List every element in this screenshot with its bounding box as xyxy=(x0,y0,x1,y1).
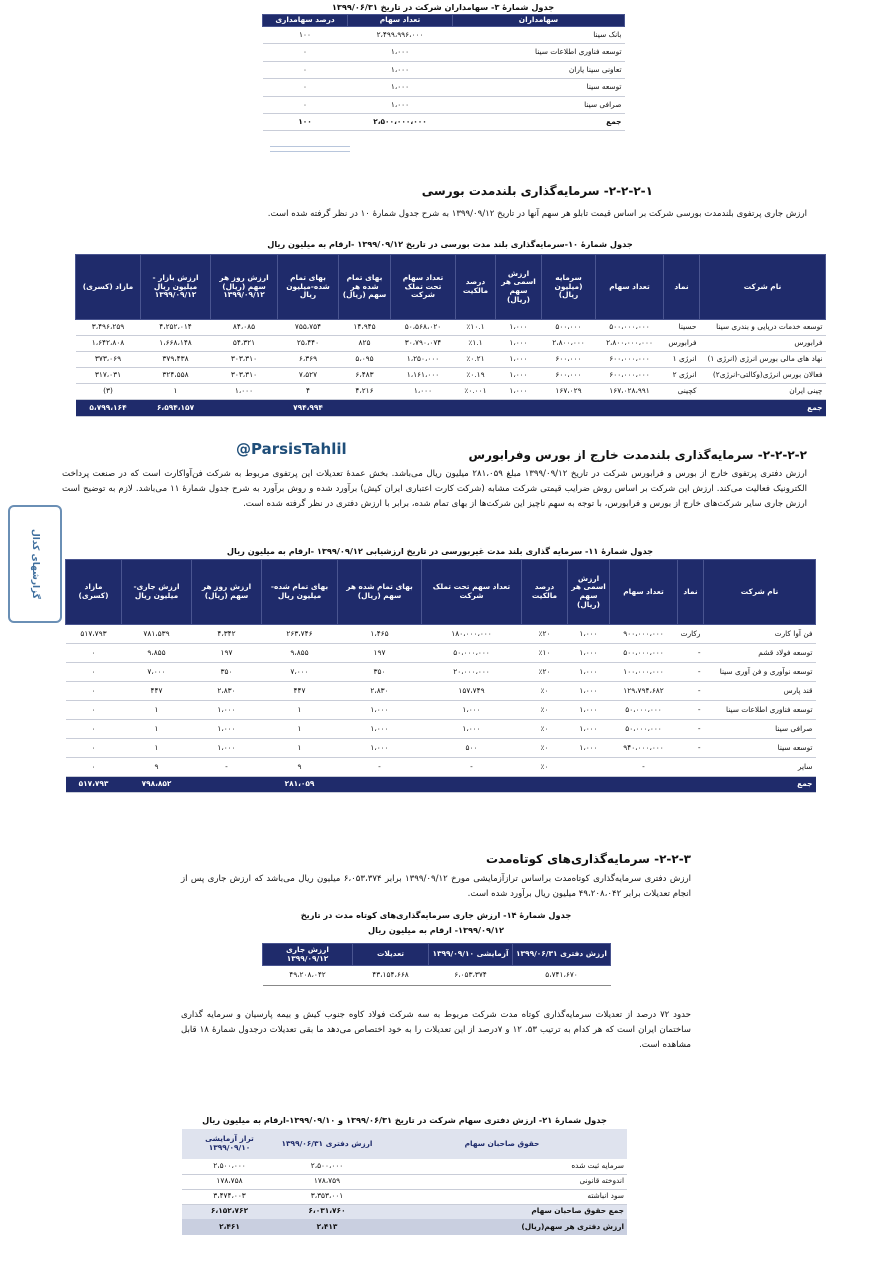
column-header: درصد سهامداری xyxy=(263,15,348,27)
table-cell: نهاد های مالی بورس انرژی (انرژی ۱) xyxy=(700,352,826,368)
table-cell: ۳،۴۷۴،۰۰۳ xyxy=(182,1189,277,1204)
table-cell: ۳۲۴،۵۵۸ xyxy=(141,368,211,384)
table-cell: ۱،۰۰۰ xyxy=(391,384,456,400)
table-cell: ٪۲۰ xyxy=(522,663,568,682)
table-cell: توسعه سینا xyxy=(453,79,625,97)
scan-edge-mark xyxy=(270,146,350,152)
table-cell: ۱،۰۰۰ xyxy=(496,384,542,400)
table-cell: فن آوا کارت xyxy=(704,625,816,644)
table-cell: بانک سینا xyxy=(453,26,625,44)
table-cell: ۰ xyxy=(66,739,122,758)
table-cell: ۱۷۸،۷۵۹ xyxy=(277,1174,377,1189)
column-header: ارزش اسمی هر سهم (ریال) xyxy=(568,560,610,625)
table-cell: - xyxy=(192,758,262,777)
column-header: مازاد (کسری) xyxy=(76,255,141,320)
column-header: ارزش جاری- میلیون ریال xyxy=(122,560,192,625)
table-cell: (۳) xyxy=(76,384,141,400)
table-total-row xyxy=(263,114,625,131)
table-cell: ٪۲۰ xyxy=(522,625,568,644)
table-cell: ۳۰۳،۳۱۰ xyxy=(211,368,278,384)
table-cell: ۲،۸۰۰،۰۰۰،۰۰۰ xyxy=(596,336,664,352)
table-cell: ۱ xyxy=(122,720,192,739)
table-cell: ۶۰۰،۰۰۰ xyxy=(542,352,596,368)
column-header: ارزش بازار - میلیون ریال ۱۳۹۹/۰۹/۱۲ xyxy=(141,255,211,320)
table-cell: - xyxy=(678,644,704,663)
table-10-body xyxy=(76,320,826,400)
table-row xyxy=(263,26,625,44)
table-cell: ۰ xyxy=(66,644,122,663)
table-cell: ۶،۰۵۳،۳۷۴ xyxy=(454,970,487,980)
table-cell: ۱۶۷،۰۲۸،۹۹۱ xyxy=(596,384,664,400)
table-cell: ۱،۰۰۰ xyxy=(568,682,610,701)
table-cell: ۸۲۵ xyxy=(339,336,391,352)
table-cell: ۹،۸۵۵ xyxy=(122,644,192,663)
table-cell: ۱۹۷ xyxy=(338,644,422,663)
column-header: نام شرکت xyxy=(704,560,816,625)
table-cell: ۱۵۷،۷۴۹ xyxy=(422,682,522,701)
table-11-caption: جدول شمارهٔ ۱۱- سرمایه گذاری بلند مدت غیربورسی در تاریخ ارزشیابی ۱۳۹۹/۰۹/۱۲ -ارقام به میلیون ریال xyxy=(226,546,654,556)
column-header: تراز آزمایشی ۱۳۹۹/۰۹/۱۰ xyxy=(182,1129,277,1159)
table-cell: ۱۰۰ xyxy=(263,26,348,44)
table-cell: ۱ xyxy=(262,701,338,720)
table-cell: ۱،۰۰۰ xyxy=(348,61,453,79)
table-cell: ۵۰،۰۰۰،۰۰۰ xyxy=(610,720,678,739)
section-heading-2-2-2-1: ۲-۲-۲-۱- سرمایه‌گذاری بلندمدت بورسی xyxy=(421,184,653,198)
table-cell: ٪۱.۱ xyxy=(456,336,496,352)
table-cell: ۳۷۹،۴۳۸ xyxy=(141,352,211,368)
table-cell: ۱۰۰ xyxy=(263,114,348,131)
table-cell: ۱،۰۰۰ xyxy=(568,625,610,644)
table-cell: ۰ xyxy=(263,79,348,97)
table-cell: ۱،۰۰۰ xyxy=(568,663,610,682)
table-cell: - xyxy=(678,682,704,701)
table-cell: ۱،۶۴۲،۸۰۸ xyxy=(76,336,141,352)
table-cell: ۳،۳۵۳،۰۰۱ xyxy=(277,1189,377,1204)
column-header: بهای تمام شده هر سهم (ریال) xyxy=(339,255,391,320)
table-cell: ۴۳،۱۵۴،۶۶۸ xyxy=(372,970,409,980)
table-cell: جمع xyxy=(700,400,826,417)
table-cell: انرژی ۲ xyxy=(664,368,700,384)
table-cell: ۱،۰۰۰ xyxy=(348,44,453,62)
table-cell: ۰ xyxy=(66,682,122,701)
table-row xyxy=(66,644,816,663)
table-cell: ۱ xyxy=(122,701,192,720)
table-cell: ۷،۰۰۰ xyxy=(262,663,338,682)
table-cell: ۵۰۰ xyxy=(422,739,522,758)
table-cell: ۲،۵۰۰،۰۰۰ xyxy=(182,1159,277,1174)
table-cell: ۶۰۰،۰۰۰،۰۰۰ xyxy=(596,352,664,368)
table-sum-row xyxy=(182,1204,627,1219)
table-cell: - xyxy=(422,758,522,777)
table-cell: - xyxy=(338,758,422,777)
table-cell: ۱،۰۰۰ xyxy=(568,720,610,739)
table-cell: ۱۶۷،۰۲۹ xyxy=(542,384,596,400)
column-header: سرمایه (میلیون ریال) xyxy=(542,255,596,320)
table-cell: توسعه فولاد قشم xyxy=(704,644,816,663)
table-cell: ۱،۰۰۰ xyxy=(338,739,422,758)
table-cell: ۰ xyxy=(66,701,122,720)
table-cell: ۱،۰۰۰ xyxy=(211,384,278,400)
table-cell: کچینی xyxy=(664,384,700,400)
table-cell: ۱،۰۰۰ xyxy=(422,701,522,720)
table-pershare-row xyxy=(182,1219,627,1235)
column-header: ارزش اسمی هر سهم (ریال) xyxy=(496,255,542,320)
table-cell: توسعه فناوری اطلاعات سینا xyxy=(453,44,625,62)
table-cell: تعاونی سینا یاران xyxy=(453,61,625,79)
table-cell: ۱،۰۰۰ xyxy=(192,720,262,739)
table-cell: ۹۰۰،۰۰۰،۰۰۰ xyxy=(610,625,678,644)
table-cell: ٪۰ xyxy=(522,701,568,720)
table-cell: ۱۲۹،۷۹۴،۶۸۲ xyxy=(610,682,678,701)
table-row xyxy=(263,44,625,62)
section-paragraph: ارزش دفتری سرمایه‌گذاری کوتاه‌مدت براساس ترازآزمایشی مورخ ۱۳۹۹/۰۹/۱۲ برابر ۶،۰۵۳،۳۷۴ میلیون ریال می‌باشد که ارزش جاری پس از انجام تعدیلات برابر ۴۹،۲۰۸،۰۴۲ میلیون ریال برآورد شده است. xyxy=(181,874,692,900)
table-cell: ۷۸۱،۵۳۹ xyxy=(122,625,192,644)
table-cell: ارزش دفتری هر سهم(ریال) xyxy=(521,1221,624,1231)
table-cell: ۱،۰۰۰ xyxy=(568,644,610,663)
table-cell: ۶،۰۳۱،۷۶۰ xyxy=(308,1206,346,1216)
table-cell: ۵،۷۴۱،۶۷۰ xyxy=(545,970,578,980)
table-cell: ۱،۰۰۰ xyxy=(568,701,610,720)
table-row xyxy=(66,739,816,758)
table-cell: ۲،۴۱۳ xyxy=(316,1221,338,1231)
column-header: ارزش روز هر سهم (ریال) xyxy=(192,560,262,625)
table-cell: ۹ xyxy=(262,758,338,777)
table-cell: ٪۰ xyxy=(522,758,568,777)
table-cell: ۵۰،۰۰۰،۰۰۰ xyxy=(610,701,678,720)
table-cell: - xyxy=(678,720,704,739)
table-row xyxy=(76,320,826,336)
table-cell: انرژی ۱ xyxy=(664,352,700,368)
table-cell: ۳۰،۷۹۰،۰۷۴ xyxy=(391,336,456,352)
table-cell: ٪۰ xyxy=(522,720,568,739)
table-cell: ٪۰ xyxy=(522,739,568,758)
table-total-row xyxy=(66,777,816,793)
table-cell: ۱،۰۰۰ xyxy=(348,96,453,114)
table-cell: توسعه خدمات دریایی و بندری سینا xyxy=(700,320,826,336)
table-row xyxy=(263,96,625,114)
table-cell: صرافی سینا xyxy=(453,96,625,114)
table-cell: فرابورس xyxy=(700,336,826,352)
table-cell: ۲،۵۰۰،۰۰۰،۰۰۰ xyxy=(348,114,453,131)
column-header: نماد xyxy=(678,560,704,625)
table-cell: ۷۵۵،۷۵۴ xyxy=(278,320,339,336)
table-cell: ۴،۲۱۶ xyxy=(339,384,391,400)
table-cell: ۶،۴۸۳ xyxy=(339,368,391,384)
table-cell: ٪۰.۲۱ xyxy=(456,352,496,368)
table-row xyxy=(76,368,826,384)
table-cell: ۵۰۰،۰۰۰ xyxy=(542,320,596,336)
table-cell: ۱ xyxy=(262,739,338,758)
table-cell: ۰ xyxy=(263,61,348,79)
table-cell: حسینا xyxy=(664,320,700,336)
table-cell: ۲،۸۳۰ xyxy=(192,682,262,701)
table-cell: رکارت xyxy=(678,625,704,644)
table-header-row xyxy=(182,1129,627,1159)
table-cell: - xyxy=(610,758,678,777)
section-paragraph: حدود ۷۲ درصد از تعدیلات سرمایه‌گذاری کوتاه مدت شرکت مربوط به سه شرکت فولاد کاوه جنوب کیش و بیمه پارسیان و سرمایه گذاری ساختمان ایران است که هر کدام به ترتیب ۵۳، ۱۲ و ۷درصد از این تعدیلات را به خود اختصاص می‌دهد ما بقی تعدیلات درجدول شمارهٔ ۱۸ قابل مشاهده است. xyxy=(181,1010,692,1051)
table-cell: ۵۰۰،۰۰۰،۰۰۰ xyxy=(596,320,664,336)
table-row xyxy=(66,701,816,720)
column-header: بهای تمام شده-میلیون ریال xyxy=(278,255,339,320)
table-cell: ۳۰۳،۳۱۰ xyxy=(211,352,278,368)
table-cell: ۱،۰۰۰ xyxy=(192,701,262,720)
column-header: تعداد سهام xyxy=(348,15,453,27)
table-cell: ۲،۴۹۹،۹۹۶،۰۰۰ xyxy=(348,26,453,44)
table-cell: ۱،۰۰۰ xyxy=(496,336,542,352)
table-cell: ۵۰،۰۰۰،۰۰۰ xyxy=(422,644,522,663)
column-header: درصد مالکیت xyxy=(522,560,568,625)
table-cell: - xyxy=(678,739,704,758)
table-row xyxy=(263,61,625,79)
column-header: تعدیلات xyxy=(353,944,429,966)
column-header: تعداد سهام تحت تملک شرکت xyxy=(391,255,456,320)
listed-investments-table xyxy=(75,254,826,417)
table-cell: قند پارس xyxy=(704,682,816,701)
table-cell: ۶،۱۵۲،۷۶۲ xyxy=(210,1206,249,1216)
table-cell: ۱،۰۰۰ xyxy=(422,720,522,739)
table-cell: ۱،۰۰۰ xyxy=(496,368,542,384)
table-cell: ۹،۸۵۵ xyxy=(262,644,338,663)
table-row xyxy=(66,720,816,739)
table-cell: ۴،۳۴۲ xyxy=(192,625,262,644)
table-cell: ۱،۰۰۰ xyxy=(348,79,453,97)
table-cell: ٪۰.۱۹ xyxy=(456,368,496,384)
table-header-row xyxy=(263,15,625,27)
section-heading-2-2-3: ۲-۲-۳- سرمایه‌گذاری‌های کوتاه‌مدت xyxy=(485,852,691,866)
table-cell: ۴۹،۲۰۸،۰۴۲ xyxy=(289,970,326,980)
table-cell: ۳۵۰ xyxy=(338,663,422,682)
table-cell: ۰ xyxy=(66,720,122,739)
table-cell: ۴۴۷ xyxy=(122,682,192,701)
column-header: تعداد سهام xyxy=(596,255,664,320)
table-cell: ۴،۲۵۲،۰۱۴ xyxy=(141,320,211,336)
table-cell: سرمایه ثبت شده xyxy=(377,1159,627,1174)
table-row xyxy=(263,966,611,986)
table-cell: ۱۹۷ xyxy=(192,644,262,663)
table-cell: سایر xyxy=(704,758,816,777)
table-cell xyxy=(568,758,610,777)
table-cell: ۱،۰۰۰ xyxy=(496,320,542,336)
table-cell: ۵۰۰،۰۰۰،۰۰۰ xyxy=(610,644,678,663)
column-header: سهامداران xyxy=(453,15,625,27)
table-cell: ۷۹۴،۹۹۴ xyxy=(278,400,339,417)
table-cell: ۸۴،۰۸۵ xyxy=(211,320,278,336)
table-cell: فرابورس xyxy=(664,336,700,352)
column-header: ارزش دفتری ۱۳۹۹/۰۶/۳۱ xyxy=(513,944,611,966)
table-cell: ۱۴،۹۴۵ xyxy=(339,320,391,336)
table-cell: چینی ایران xyxy=(700,384,826,400)
table-cell: ۵۴،۳۲۱ xyxy=(211,336,278,352)
table-cell: ۱ xyxy=(141,384,211,400)
column-header: حقوق صاحبان سهام xyxy=(377,1129,627,1159)
table-cell: ۱۷۸،۷۵۸ xyxy=(182,1174,277,1189)
column-header: ارزش دفتری ۱۳۹۹/۰۶/۳۱ xyxy=(277,1129,377,1159)
table-cell: ۹۴۰،۰۰۰،۰۰۰ xyxy=(610,739,678,758)
table-cell: ۷۹۸،۸۵۲ xyxy=(122,777,192,793)
table-cell: ۱۸۰،۰۰۰،۰۰۰ xyxy=(422,625,522,644)
table-cell: ۵۱۷،۷۹۳ xyxy=(66,777,122,793)
table-cell: ۱،۴۶۵ xyxy=(338,625,422,644)
short-term-investments-table xyxy=(262,943,611,986)
table-cell: ۹ xyxy=(122,758,192,777)
column-header: تعداد سهام xyxy=(610,560,678,625)
table-row xyxy=(66,682,816,701)
table-cell: ۲۶۳،۷۴۶ xyxy=(262,625,338,644)
table-cell: ۲،۴۶۱ xyxy=(219,1221,240,1231)
table-row xyxy=(76,384,826,400)
table-cell: جمع xyxy=(453,114,625,131)
table-cell: توسعه نوآوری و فن آوری سینا xyxy=(704,663,816,682)
table-cell: ٪۱۰ xyxy=(522,644,568,663)
table-total-row xyxy=(76,400,826,417)
table-cell: ۲،۵۰۰،۰۰۰ xyxy=(277,1159,377,1174)
column-header: درصد مالکیت xyxy=(456,255,496,320)
unlisted-investments-table xyxy=(65,559,816,793)
table-cell: سود انباشته xyxy=(377,1189,627,1204)
table-cell: ۱ xyxy=(262,720,338,739)
table-header-row xyxy=(263,944,611,966)
table-cell: ۵،۰۹۵ xyxy=(339,352,391,368)
table-row xyxy=(182,1174,627,1189)
table-row xyxy=(182,1189,627,1204)
table-cell: ۶،۵۹۴،۱۵۷ xyxy=(141,400,211,417)
table-cell: ۰ xyxy=(263,44,348,62)
table-cell: ۵،۷۹۹،۱۶۴ xyxy=(76,400,141,417)
column-header: آزمایشی ۱۳۹۹/۰۹/۱۰ xyxy=(429,944,513,966)
table-cell: توسعه فناوری اطلاعات سینا xyxy=(704,701,816,720)
table-row xyxy=(66,758,816,777)
column-header: تعداد سهم تحت تملک شرکت xyxy=(422,560,522,625)
table-cell: ۱،۰۰۰ xyxy=(338,720,422,739)
table-cell: اندوخته قانونی xyxy=(377,1174,627,1189)
table-cell: ۳۷۳،۰۶۹ xyxy=(76,352,141,368)
table-row xyxy=(263,79,625,97)
column-header: مازاد (کسری) xyxy=(66,560,122,625)
table-cell: فعالان بورس انرژی(وکالتی-انرژی۲) xyxy=(700,368,826,384)
section-heading-2-2-2-2: ۲-۲-۲-۲- سرمایه‌گذاری بلندمدت خارج از بورس وفرابورس xyxy=(468,448,807,462)
table-cell: ٪۱۰.۱ xyxy=(456,320,496,336)
table-14-caption: جدول شمارهٔ ۱۴- ارزش جاری سرمایه‌گذاری‌های کوتاه مدت در تاریخ xyxy=(300,910,572,920)
table-cell: جمع xyxy=(704,777,816,793)
table-row xyxy=(76,352,826,368)
table-10-caption: جدول شمارهٔ ۱۰-سرمایه‌گذاری بلند مدت بورسی در تاریخ ۱۳۹۹/۰۹/۱۲ -ارقام به میلیون ریال xyxy=(267,239,633,249)
table-14-caption-line2: ۱۳۹۹/۰۹/۱۲- ارقام به میلیون ریال xyxy=(368,925,504,935)
table-11-body xyxy=(66,625,816,777)
equity-book-value-table xyxy=(182,1129,627,1235)
table-cell: ٪۰.۰۰۱ xyxy=(456,384,496,400)
table-cell: ۱ xyxy=(122,739,192,758)
table-cell: صرافی سینا xyxy=(704,720,816,739)
table-cell: - xyxy=(678,663,704,682)
table-header-row xyxy=(66,560,816,625)
table-cell: ۴۴۷ xyxy=(262,682,338,701)
table-cell: ۵۰،۵۶۸،۰۲۰ xyxy=(391,320,456,336)
table-row xyxy=(76,336,826,352)
table-cell: ۶۰۰،۰۰۰ xyxy=(542,368,596,384)
table-cell: ۳۱۷،۰۳۱ xyxy=(76,368,141,384)
table-header-row xyxy=(76,255,826,320)
shareholders-table xyxy=(262,14,625,131)
table-cell: ۲۵،۴۴۰ xyxy=(278,336,339,352)
column-header: ارزش جاری ۱۳۹۹/۰۹/۱۲ xyxy=(263,944,353,966)
table-cell: ۱۰۰،۰۰۰،۰۰۰ xyxy=(610,663,678,682)
table-cell: جمع حقوق صاحبان سهام xyxy=(531,1206,624,1216)
table-cell: ۷،۵۲۷ xyxy=(278,368,339,384)
column-header: بهای تمام شده هر سهم (ریال) xyxy=(338,560,422,625)
table-cell: ۴ xyxy=(278,384,339,400)
table-cell: ۱،۰۰۰ xyxy=(568,739,610,758)
table-21-caption: جدول شمارهٔ ۲۱- ارزش دفتری سهام شرکت در تاریخ ۱۳۹۹/۰۶/۳۱ و ۱۳۹۹/۰۹/۱۰-ارقام به میلیون ریال xyxy=(202,1115,607,1125)
table-cell: ۱،۰۰۰ xyxy=(496,352,542,368)
table-cell: ۱،۲۵۰،۰۰۰ xyxy=(391,352,456,368)
kodal-reports-stamp: گزارشهای کدال xyxy=(8,505,62,623)
table-cell: ۰ xyxy=(263,96,348,114)
table-row xyxy=(182,1159,627,1174)
table-cell: ۲،۸۰۰،۰۰۰ xyxy=(542,336,596,352)
table-cell xyxy=(678,758,704,777)
table-cell: ۶،۳۶۹ xyxy=(278,352,339,368)
table-cell: ۱،۶۶۸،۱۴۸ xyxy=(141,336,211,352)
section-paragraph: ارزش جاری پرتفوی بلندمدت بورسی شرکت بر اساس قیمت تابلو هر سهم آنها در تاریخ ۱۳۹۹/۰۹/۱۲ به شرح جدول شمارهٔ ۱۰ در نظر گرفته شده است. xyxy=(267,209,807,219)
table-cell: ۳۵۰ xyxy=(192,663,262,682)
channel-watermark: @ParsisTahlil xyxy=(236,440,347,458)
column-header: نام شرکت xyxy=(700,255,826,320)
table-cell: توسعه سینا xyxy=(704,739,816,758)
column-header: نماد xyxy=(664,255,700,320)
table-cell: ۵۱۷،۷۹۳ xyxy=(66,625,122,644)
table-cell: ۱،۰۰۰ xyxy=(338,701,422,720)
table-cell: ۲،۸۳۰ xyxy=(338,682,422,701)
table-cell: ۱،۰۰۰ xyxy=(192,739,262,758)
table-cell: ۲۰،۰۰۰،۰۰۰ xyxy=(422,663,522,682)
column-header: ارزش روز هر سهم (ریال) ۱۳۹۹/۰۹/۱۲ xyxy=(211,255,278,320)
table-cell: - xyxy=(678,701,704,720)
table-3-caption: جدول شمارهٔ ۳- سهامداران شرکت در تاریخ ۱۳۹۹/۰۶/۳۱ xyxy=(331,2,555,12)
table-cell: ۱،۱۶۱،۰۰۰ xyxy=(391,368,456,384)
table-cell: ۲۸۱،۰۵۹ xyxy=(262,777,338,793)
table-cell: ۷،۰۰۰ xyxy=(122,663,192,682)
table-21-body xyxy=(182,1159,627,1204)
table-cell: ٪۰ xyxy=(522,682,568,701)
table-row xyxy=(66,663,816,682)
table-cell: ۳،۴۹۶،۲۵۹ xyxy=(76,320,141,336)
section-paragraph: ارزش دفتری پرتفوی خارج از بورس و فرابورس شرکت در تاریخ ۱۳۹۹/۰۹/۱۲ مبلغ ۲۸۱،۰۵۹ میلیون ریال می‌باشد. بخش عمدهٔ تعدیلات این پرتفوی مربوط به شرکت فن‌آواکارت است که در صنعت پرداخت الکترونیک فعالیت می‌کند. ارزش این شرکت بر اساس روش ضرایب قیمتی شرکت مشابه (شرکت کارت اعتباری ایران کیش) برآورد شده و روش برآورد به شرح جدول شمارهٔ ۱۱ می‌باشد. لازم به توضیح است ارزش جاری سایر شرکت‌های خارج از بورس و فرابورس، با توجه به سهم ناچیز این شرکت‌ها از بهای تمام شده، برابر با ارزش دفتری در نظر گرفته شده است. xyxy=(62,469,807,510)
column-header: بهای تمام شده- میلیون ریال xyxy=(262,560,338,625)
table-cell: ۰ xyxy=(66,663,122,682)
table-cell: ۶۰۰،۰۰۰،۰۰۰ xyxy=(596,368,664,384)
table-cell: ۰ xyxy=(66,758,122,777)
table-row xyxy=(66,625,816,644)
